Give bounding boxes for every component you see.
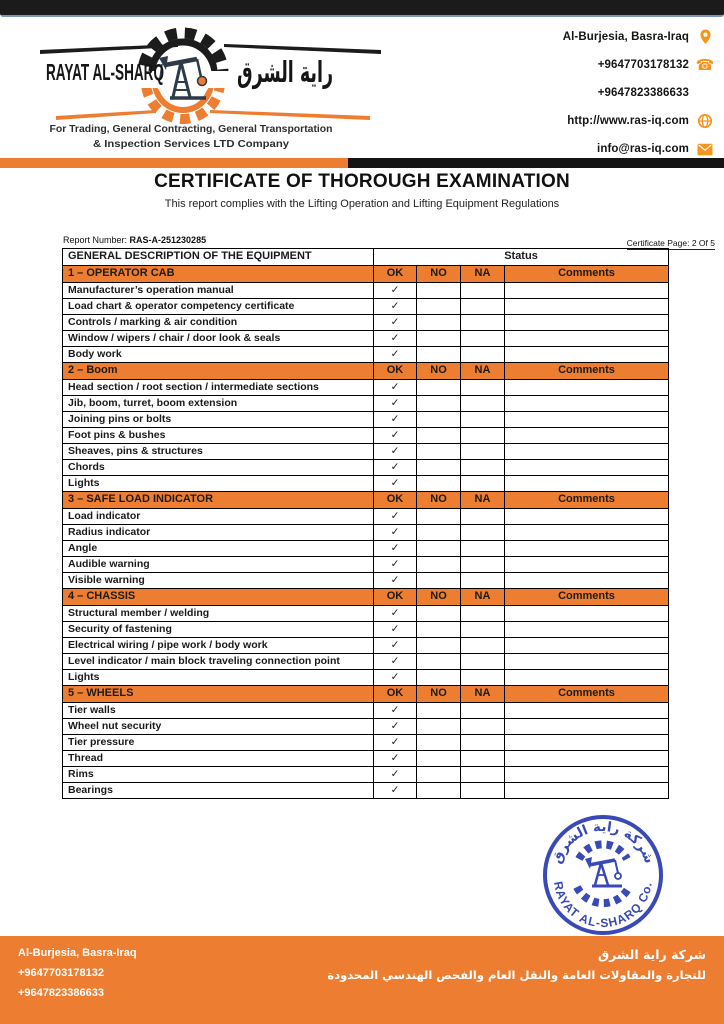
table-row (63, 654, 669, 670)
ok-cell: ✓ (374, 396, 417, 412)
na-cell (461, 428, 505, 444)
table-header-row (63, 249, 669, 266)
item-label: Level indicator / main block traveling connection point (63, 654, 374, 670)
description-header-cell: GENERAL DESCRIPTION OF THE EQUIPMENT (63, 249, 374, 266)
table-row (63, 509, 669, 525)
item-label: Head section / root section / intermediate sections (63, 380, 374, 396)
item-label: Jib, boom, turret, boom extension (63, 396, 374, 412)
table-row (63, 283, 669, 299)
item-label: Lights (63, 476, 374, 492)
status-column-header: NO (417, 266, 461, 283)
equipment-table-wrap (62, 248, 669, 799)
ok-cell: ✓ (374, 380, 417, 396)
divider-black-segment (348, 158, 724, 168)
report-number-value: RAS-A-251230285 (129, 235, 207, 245)
table-row (63, 541, 669, 557)
na-cell (461, 767, 505, 783)
ok-cell: ✓ (374, 509, 417, 525)
footer-contact-block (18, 943, 137, 1003)
comments-cell (505, 654, 669, 670)
status-column-header: Comments (505, 589, 669, 606)
table-row (63, 315, 669, 331)
contact-phone-1 (499, 51, 714, 79)
status-header-cell: Status (374, 249, 669, 266)
table-row (63, 557, 669, 573)
footer-company-desc-ar: للتجارة والمقاولات العامة والنقل العام والفحص الهندسي المحدودة (327, 968, 706, 982)
table-row (63, 622, 669, 638)
item-label: Window / wipers / chair / door look & seals (63, 331, 374, 347)
na-cell (461, 751, 505, 767)
status-column-header: Comments (505, 492, 669, 509)
comments-cell (505, 380, 669, 396)
comments-cell (505, 525, 669, 541)
table-row (63, 299, 669, 315)
empty-icon-slot (696, 85, 714, 101)
comments-cell (505, 622, 669, 638)
item-label: Electrical wiring / pipe work / body work (63, 638, 374, 654)
table-row (63, 460, 669, 476)
na-cell (461, 606, 505, 622)
ok-cell: ✓ (374, 654, 417, 670)
no-cell (417, 606, 461, 622)
table-row (63, 735, 669, 751)
item-label: Manufacturer’s operation manual (63, 283, 374, 299)
comments-cell (505, 670, 669, 686)
table-row (63, 638, 669, 654)
ok-cell: ✓ (374, 719, 417, 735)
table-row (63, 380, 669, 396)
na-cell (461, 654, 505, 670)
table-row (63, 719, 669, 735)
comments-cell (505, 573, 669, 589)
status-column-header: NA (461, 492, 505, 509)
ok-cell: ✓ (374, 751, 417, 767)
ok-cell: ✓ (374, 412, 417, 428)
status-column-header: OK (374, 266, 417, 283)
no-cell (417, 331, 461, 347)
contact-list (499, 23, 714, 163)
ok-cell: ✓ (374, 428, 417, 444)
status-column-header: OK (374, 686, 417, 703)
status-column-header: NA (461, 686, 505, 703)
item-label: Rims (63, 767, 374, 783)
phone1-text: +9647703178132 (597, 59, 689, 71)
comments-cell (505, 396, 669, 412)
table-row (63, 396, 669, 412)
no-cell (417, 735, 461, 751)
ok-cell: ✓ (374, 444, 417, 460)
no-cell (417, 767, 461, 783)
item-label: Structural member / welding (63, 606, 374, 622)
ok-cell: ✓ (374, 283, 417, 299)
na-cell (461, 299, 505, 315)
contact-address (499, 23, 714, 51)
table-row (63, 670, 669, 686)
section-title: 3 – SAFE LOAD INDICATOR (63, 492, 374, 509)
item-label: Tier walls (63, 703, 374, 719)
equipment-table (62, 248, 669, 799)
item-label: Bearings (63, 783, 374, 799)
no-cell (417, 525, 461, 541)
no-cell (417, 670, 461, 686)
no-cell (417, 557, 461, 573)
ok-cell: ✓ (374, 638, 417, 654)
item-label: Angle (63, 541, 374, 557)
logo-orange-swoosh-left (56, 110, 156, 120)
item-label: Joining pins or bolts (63, 412, 374, 428)
globe-icon (696, 113, 714, 129)
certificate-page-indicator: Certificate Page: 2 Of 5 (626, 238, 715, 248)
table-row (63, 525, 669, 541)
section-title: 2 – Boom (63, 363, 374, 380)
ok-cell: ✓ (374, 315, 417, 331)
no-cell (417, 654, 461, 670)
ok-cell: ✓ (374, 735, 417, 751)
address-text: Al-Burjesia, Basra-Iraq (562, 31, 689, 43)
ok-cell: ✓ (374, 476, 417, 492)
ok-cell: ✓ (374, 606, 417, 622)
status-column-header: OK (374, 492, 417, 509)
na-cell (461, 396, 505, 412)
comments-cell (505, 331, 669, 347)
ok-cell: ✓ (374, 767, 417, 783)
no-cell (417, 622, 461, 638)
no-cell (417, 283, 461, 299)
ok-cell: ✓ (374, 557, 417, 573)
status-column-header: OK (374, 589, 417, 606)
comments-cell (505, 735, 669, 751)
na-cell (461, 719, 505, 735)
na-cell (461, 638, 505, 654)
comments-cell (505, 767, 669, 783)
comments-cell (505, 412, 669, 428)
section-title: 4 – CHASSIS (63, 589, 374, 606)
contact-website[interactable] (499, 107, 714, 135)
ok-cell: ✓ (374, 299, 417, 315)
no-cell (417, 412, 461, 428)
no-cell (417, 703, 461, 719)
na-cell (461, 783, 505, 799)
table-row (63, 444, 669, 460)
comments-cell (505, 719, 669, 735)
top-black-bar (0, 0, 724, 17)
footer-phone-1: +9647703178132 (18, 967, 104, 979)
section-header-row (63, 266, 669, 283)
comments-cell (505, 703, 669, 719)
ok-cell: ✓ (374, 460, 417, 476)
na-cell (461, 476, 505, 492)
tagline-line1: For Trading, General Contracting, General Transportation (49, 123, 333, 135)
status-column-header: OK (374, 363, 417, 380)
no-cell (417, 751, 461, 767)
divider-orange-segment (0, 158, 348, 168)
item-label: Load indicator (63, 509, 374, 525)
item-label: Security of fastening (63, 622, 374, 638)
comments-cell (505, 444, 669, 460)
footer-arabic-block (327, 945, 706, 985)
comments-cell (505, 299, 669, 315)
footer-company-name-ar: شركة راية الشرق (597, 947, 706, 962)
status-column-header: NA (461, 363, 505, 380)
ok-cell: ✓ (374, 670, 417, 686)
table-row (63, 606, 669, 622)
comments-cell (505, 428, 669, 444)
table-row (63, 412, 669, 428)
ok-cell: ✓ (374, 347, 417, 363)
ok-cell: ✓ (374, 573, 417, 589)
item-label: Foot pins & bushes (63, 428, 374, 444)
no-cell (417, 541, 461, 557)
item-label: Wheel nut security (63, 719, 374, 735)
status-column-header: Comments (505, 686, 669, 703)
website-text[interactable]: http://www.ras-iq.com (567, 115, 689, 127)
ok-cell: ✓ (374, 703, 417, 719)
na-cell (461, 283, 505, 299)
section-header-row (63, 363, 669, 380)
status-column-header: NA (461, 266, 505, 283)
header (0, 17, 724, 158)
no-cell (417, 719, 461, 735)
contact-phone-2 (499, 79, 714, 107)
table-row (63, 476, 669, 492)
table-row (63, 428, 669, 444)
ok-cell: ✓ (374, 525, 417, 541)
no-cell (417, 460, 461, 476)
comments-cell (505, 541, 669, 557)
table-row (63, 783, 669, 799)
item-label: Sheaves, pins & structures (63, 444, 374, 460)
item-label: Tier pressure (63, 735, 374, 751)
status-column-header: NO (417, 363, 461, 380)
na-cell (461, 541, 505, 557)
status-column-header: Comments (505, 363, 669, 380)
equipment-table-body (63, 266, 669, 799)
status-column-header: NO (417, 492, 461, 509)
no-cell (417, 444, 461, 460)
status-column-header: NO (417, 686, 461, 703)
na-cell (461, 444, 505, 460)
no-cell (417, 380, 461, 396)
item-label: Visible warning (63, 573, 374, 589)
na-cell (461, 557, 505, 573)
na-cell (461, 525, 505, 541)
report-number-label: Report Number: (63, 235, 130, 245)
comments-cell (505, 783, 669, 799)
na-cell (461, 315, 505, 331)
company-name-ar: راية الشرق (237, 55, 333, 89)
no-cell (417, 638, 461, 654)
table-row (63, 331, 669, 347)
comments-cell (505, 315, 669, 331)
no-cell (417, 315, 461, 331)
footer-address: Al-Burjesia, Basra-Iraq (18, 947, 137, 959)
no-cell (417, 347, 461, 363)
na-cell (461, 347, 505, 363)
status-column-header: Comments (505, 266, 669, 283)
table-row (63, 573, 669, 589)
stamp-pumpjack-icon (585, 857, 622, 886)
ok-cell: ✓ (374, 783, 417, 799)
section-title: 5 – WHEELS (63, 686, 374, 703)
section-header-row (63, 492, 669, 509)
item-label: Body work (63, 347, 374, 363)
na-cell (461, 735, 505, 751)
phone2-text: +9647823386633 (597, 87, 689, 99)
page-subtitle: This report complies with the Lifting Operation and Lifting Equipment Regulations (164, 198, 560, 210)
item-label: Thread (63, 751, 374, 767)
no-cell (417, 509, 461, 525)
section-header-row (63, 686, 669, 703)
na-cell (461, 573, 505, 589)
ok-cell: ✓ (374, 622, 417, 638)
logo-orange-swoosh-right (210, 110, 370, 120)
table-row (63, 751, 669, 767)
stamp-latin-text: RAYAT AL-SHARQ Co. (550, 880, 655, 931)
no-cell (417, 396, 461, 412)
report-number (63, 235, 206, 245)
na-cell (461, 380, 505, 396)
comments-cell (505, 509, 669, 525)
no-cell (417, 783, 461, 799)
item-label: Chords (63, 460, 374, 476)
comments-cell (505, 606, 669, 622)
company-stamp (527, 799, 679, 951)
footer-phone-2: +9647823386633 (18, 987, 104, 999)
no-cell (417, 299, 461, 315)
table-row (63, 767, 669, 783)
status-column-header: NA (461, 589, 505, 606)
comments-cell (505, 557, 669, 573)
no-cell (417, 428, 461, 444)
logo-swoosh-right (224, 44, 381, 54)
ok-cell: ✓ (374, 331, 417, 347)
location-pin-icon (696, 29, 714, 45)
item-label: Controls / marking & air condition (63, 315, 374, 331)
tagline-line2: & Inspection Services LTD Company (93, 138, 290, 150)
na-cell (461, 509, 505, 525)
comments-cell (505, 476, 669, 492)
na-cell (461, 703, 505, 719)
na-cell (461, 622, 505, 638)
section-header-row (63, 589, 669, 606)
na-cell (461, 670, 505, 686)
na-cell (461, 412, 505, 428)
status-column-header: NO (417, 589, 461, 606)
telephone-icon: ☎ (695, 55, 715, 74)
comments-cell (505, 460, 669, 476)
comments-cell (505, 638, 669, 654)
page-title: CERTIFICATE OF THOROUGH EXAMINATION (154, 171, 570, 192)
comments-cell (505, 751, 669, 767)
section-title: 1 – OPERATOR CAB (63, 266, 374, 283)
item-label: Load chart & operator competency certificate (63, 299, 374, 315)
table-row (63, 347, 669, 363)
na-cell (461, 331, 505, 347)
comments-cell (505, 347, 669, 363)
company-logo (38, 20, 383, 150)
company-name-en: RAYAT AL-SHARQ (46, 59, 164, 85)
no-cell (417, 476, 461, 492)
no-cell (417, 573, 461, 589)
stamp-arabic-text: شركة راية الشرق (548, 818, 658, 866)
na-cell (461, 460, 505, 476)
email-text[interactable]: info@ras-iq.com (597, 143, 689, 155)
table-row (63, 703, 669, 719)
item-label: Audible warning (63, 557, 374, 573)
comments-cell (505, 283, 669, 299)
envelope-icon (696, 141, 714, 157)
item-label: Lights (63, 670, 374, 686)
item-label: Radius indicator (63, 525, 374, 541)
ok-cell: ✓ (374, 541, 417, 557)
header-divider (0, 158, 724, 168)
